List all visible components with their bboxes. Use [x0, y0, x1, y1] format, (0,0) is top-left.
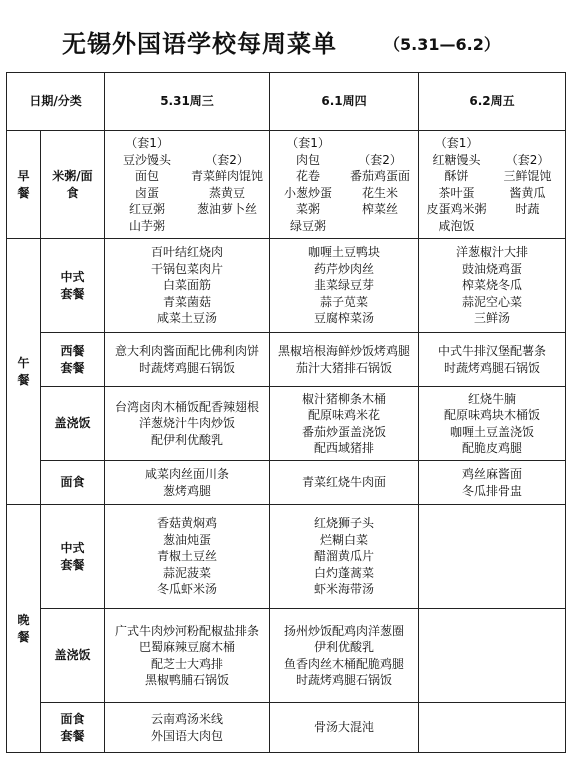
category-label — [41, 505, 105, 609]
menu-item: 豆沙馒头 — [123, 152, 172, 167]
menu-cell — [105, 703, 270, 753]
category-text: 西餐套餐 — [60, 344, 85, 375]
menu-item: 椒汁猪柳条木桶 — [302, 391, 387, 406]
breakfast-split — [105, 135, 269, 234]
menu-item: 山芋粥 — [129, 218, 166, 233]
menu-item: 黑椒培根海鲜炒饭烤鸡腿 — [278, 344, 411, 358]
menu-item: 豉油烧鸡蛋 — [462, 261, 523, 276]
menu-item: 干锅包菜肉片 — [151, 261, 224, 276]
header-label: 日期/分类 — [7, 73, 105, 131]
menu-cell-empty — [419, 609, 566, 703]
menu-item: 洋葱椒汁大排 — [456, 245, 529, 260]
page-title: 无锡外国语学校每周菜单 — [62, 30, 337, 58]
date-range: （5.31—6.2） — [384, 35, 500, 54]
menu-item: 骨汤大混沌 — [314, 720, 375, 735]
category-label — [41, 131, 105, 239]
menu-item: 酱黄瓜 — [509, 185, 546, 200]
menu-item: （套2） — [358, 152, 402, 167]
breakfast-cell — [105, 131, 270, 239]
menu-cell — [270, 387, 419, 461]
menu-item: 中式牛排汉堡配薯条 — [438, 344, 547, 358]
menu-item: 醋溜黄瓜片 — [314, 549, 375, 564]
menu-item: 青椒土豆丝 — [157, 549, 218, 564]
meal-label-breakfast — [7, 131, 41, 239]
meal-label-dinner — [7, 505, 41, 753]
menu-item: 外国语大肉包 — [151, 728, 224, 743]
category-text: 中式套餐 — [60, 270, 85, 301]
menu-item: 韭菜绿豆芽 — [314, 278, 375, 293]
menu-item: 榨菜丝 — [362, 202, 399, 216]
menu-item: 红烧牛腩 — [468, 391, 517, 406]
menu-item: 时蔬烤鸡腿石锅饭 — [296, 673, 393, 687]
breakfast-cell — [270, 131, 419, 239]
menu-item: 台湾卤肉木桶饭配香辣翅根 — [115, 399, 260, 414]
menu-item: 虾米海带汤 — [314, 582, 375, 597]
menu-cell — [105, 609, 270, 703]
breakfast-row — [7, 131, 566, 239]
category-label — [41, 333, 105, 387]
menu-item: 云南鸡汤米线 — [151, 712, 224, 726]
category-label: 盖浇饭 — [41, 387, 105, 461]
menu-item: 配脆皮鸡腿 — [462, 441, 523, 455]
menu-item: 皮蛋鸡米粥 — [426, 202, 487, 216]
menu-item: 配芝士大鸡排 — [151, 656, 224, 671]
header-row — [7, 73, 566, 131]
menu-item: 白菜面筋 — [163, 278, 212, 293]
menu-cell — [105, 239, 270, 333]
menu-cell — [105, 461, 270, 505]
breakfast-set1 — [107, 135, 187, 234]
menu-item: 伊利优酸乳 — [314, 640, 375, 654]
menu-item: 意大利肉酱面配比佛利肉饼 — [115, 344, 260, 358]
menu-item: 时蔬烤鸡腿石锅饭 — [444, 360, 541, 375]
menu-item: 烂糊白菜 — [320, 532, 369, 547]
lunch-row-noodles — [7, 461, 566, 505]
menu-item: 茄汁大猪排石锅饭 — [296, 360, 393, 375]
menu-item: 三鲜汤 — [474, 311, 511, 326]
menu-item: 百叶结红烧肉 — [151, 245, 224, 260]
menu-item: 时蔬烤鸡腿石锅饭 — [139, 360, 236, 375]
meal-label-lunch — [7, 239, 41, 505]
menu-item: 洋葱烧汁牛肉炒饭 — [139, 416, 236, 431]
menu-item: 蒜子苋菜 — [320, 294, 369, 309]
menu-item: 巴蜀麻辣豆腐木桶 — [139, 640, 236, 654]
menu-item: 配西域猪排 — [314, 441, 375, 455]
menu-item: 菜粥 — [296, 202, 321, 216]
menu-item: 葱油萝卜丝 — [197, 202, 258, 216]
menu-item: 药芹炒肉丝 — [314, 261, 375, 276]
menu-item: 蒜泥空心菜 — [462, 294, 523, 309]
menu-item: 绿豆粥 — [290, 218, 327, 233]
menu-item: 青菜鲜肉馄饨 — [191, 169, 264, 183]
breakfast-set2 — [492, 152, 563, 218]
category-label — [41, 239, 105, 333]
menu-item: 鱼香肉丝木桶配脆鸡腿 — [284, 656, 405, 671]
breakfast-set1 — [272, 135, 344, 234]
dinner-row-noodles — [7, 703, 566, 753]
menu-cell — [270, 505, 419, 609]
menu-item: 葱油炖蛋 — [163, 532, 212, 547]
menu-item: 茶叶蛋 — [438, 185, 475, 200]
lunch-row-chinese — [7, 239, 566, 333]
menu-item: 青菜菌菇 — [163, 294, 212, 309]
menu-cell — [270, 703, 419, 753]
title-row — [0, 18, 571, 64]
menu-item: 蒜泥菠菜 — [163, 565, 212, 580]
menu-item: 豆腐榨菜汤 — [314, 311, 375, 326]
header-day: 6.2周五 — [419, 73, 566, 131]
menu-item: 三鲜馄饨 — [503, 169, 552, 183]
menu-item: 肉包 — [296, 152, 321, 167]
menu-item: 鸡丝麻酱面 — [462, 467, 523, 481]
menu-item: 花生米 — [362, 185, 399, 200]
menu-item: 咸菜肉丝面川条 — [145, 467, 230, 481]
category-label: 盖浇饭 — [41, 609, 105, 703]
menu-item: 青菜红烧牛肉面 — [302, 475, 387, 490]
menu-item: （套1） — [286, 136, 330, 150]
breakfast-split — [270, 135, 418, 234]
menu-cell — [419, 333, 566, 387]
menu-item: 时蔬 — [515, 202, 540, 216]
menu-item: （套2） — [205, 152, 249, 167]
menu-item: 白灼蓬蒿菜 — [314, 565, 375, 580]
menu-item: （套1） — [125, 136, 169, 150]
menu-item: 配原味鸡块木桶饭 — [444, 408, 541, 422]
menu-item: 榨菜烧冬瓜 — [462, 278, 523, 293]
menu-cell — [105, 505, 270, 609]
menu-item: 配原味鸡米花 — [308, 408, 381, 422]
menu-item: 蒸黄豆 — [209, 185, 246, 200]
menu-item: 葱烤鸡腿 — [163, 483, 212, 498]
menu-item: 咸菜土豆汤 — [157, 311, 218, 326]
menu-item: 小葱炒蛋 — [284, 185, 333, 200]
category-text: 米粥/面食 — [52, 169, 93, 200]
menu-item: 广式牛肉炒河粉配椒盐排条 — [115, 623, 260, 638]
breakfast-split — [419, 135, 565, 234]
menu-cell — [270, 239, 419, 333]
menu-item: 咖喱土豆鸭块 — [308, 245, 381, 260]
menu-item: 红糖馒头 — [432, 152, 481, 167]
menu-item: 酥饼 — [444, 169, 469, 183]
menu-cell — [270, 609, 419, 703]
menu-cell — [419, 387, 566, 461]
meal-label-text: 早餐 — [17, 169, 30, 200]
menu-cell — [270, 461, 419, 505]
category-text: 中式套餐 — [60, 541, 85, 572]
dinner-row-rice — [7, 609, 566, 703]
menu-cell — [419, 461, 566, 505]
menu-item: 黑椒鸭脯石锅饭 — [145, 673, 230, 687]
menu-item: （套1） — [434, 136, 479, 150]
breakfast-set2 — [344, 152, 416, 218]
menu-item: 扬州炒饭配鸡肉洋葱圈 — [284, 623, 405, 638]
category-label — [41, 703, 105, 753]
meal-label-text: 晚餐 — [17, 613, 30, 644]
menu-cell — [105, 333, 270, 387]
breakfast-set1 — [421, 135, 492, 234]
category-label: 面食 — [41, 461, 105, 505]
menu-item: 配伊利优酸乳 — [151, 432, 224, 447]
breakfast-cell — [419, 131, 566, 239]
menu-item: 咸泡饭 — [438, 218, 475, 233]
menu-item: 红豆粥 — [129, 202, 166, 216]
menu-item: 冬瓜虾米汤 — [157, 582, 218, 597]
menu-table — [6, 72, 566, 753]
menu-item: 红烧狮子头 — [314, 516, 375, 531]
menu-item: 冬瓜排骨盅 — [462, 483, 523, 498]
menu-cell-empty — [419, 505, 566, 609]
menu-item: 花卷 — [296, 169, 321, 183]
header-day: 5.31周三 — [105, 73, 270, 131]
meal-label-text: 午餐 — [17, 356, 30, 387]
menu-item: 番茄鸡蛋面 — [350, 169, 411, 183]
dinner-row-chinese — [7, 505, 566, 609]
menu-item: 番茄炒蛋盖浇饭 — [302, 424, 387, 439]
menu-item: 咖喱土豆盖浇饭 — [450, 424, 535, 439]
lunch-row-western — [7, 333, 566, 387]
menu-cell — [270, 333, 419, 387]
menu-item: （套2） — [505, 152, 550, 167]
menu-item: 香菇黄焖鸡 — [157, 516, 218, 531]
menu-cell — [419, 239, 566, 333]
lunch-row-rice — [7, 387, 566, 461]
breakfast-set2 — [187, 152, 267, 218]
menu-item: 面包 — [135, 169, 160, 183]
header-day: 6.1周四 — [270, 73, 419, 131]
menu-item: 卤蛋 — [135, 185, 160, 200]
category-text: 面食套餐 — [60, 712, 85, 743]
menu-cell-empty — [419, 703, 566, 753]
menu-cell — [105, 387, 270, 461]
